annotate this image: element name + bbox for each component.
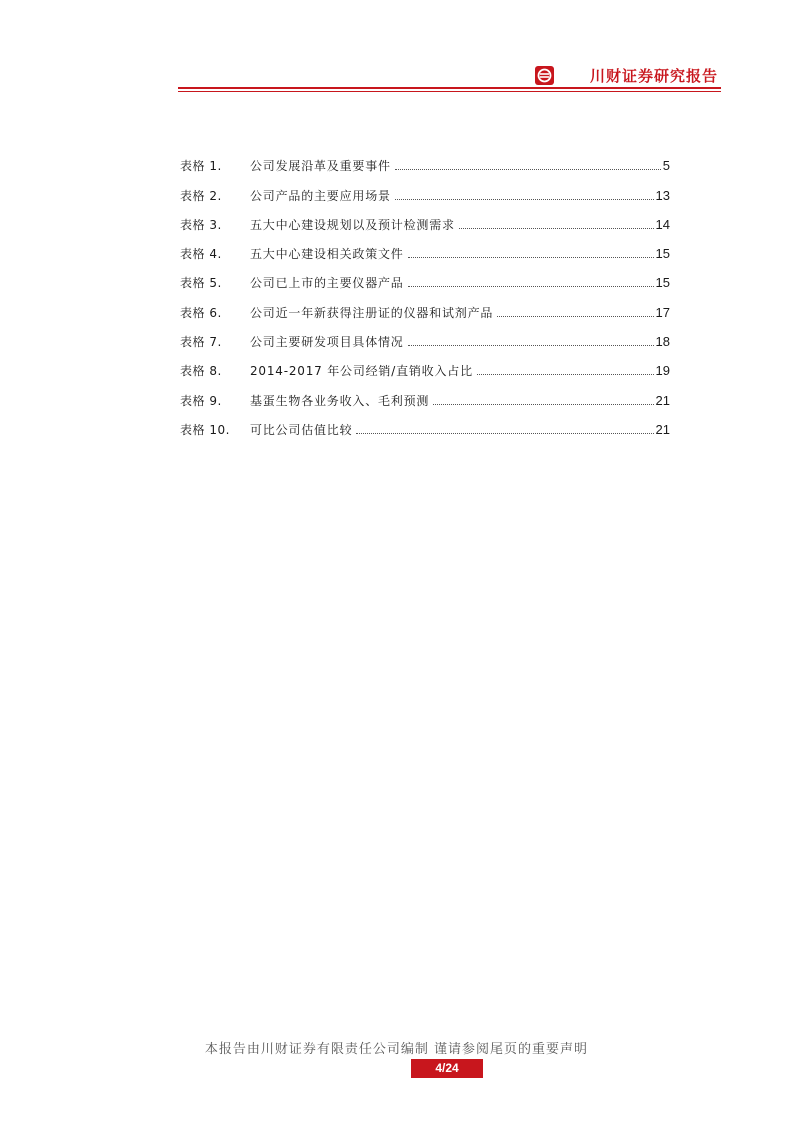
toc-title: 公司已上市的主要仪器产品	[250, 276, 404, 291]
brand-title: 川财证券研究报告	[590, 67, 719, 85]
toc-title: 五大中心建设相关政策文件	[250, 247, 404, 262]
toc-leader	[395, 168, 661, 170]
toc-label: 表格 8.	[180, 364, 222, 379]
toc-entry[interactable]	[180, 176, 670, 205]
toc-entry[interactable]	[180, 235, 670, 264]
toc-label: 表格 6.	[180, 305, 222, 320]
toc-page: 13	[655, 187, 670, 203]
toc-page: 14	[655, 216, 670, 232]
toc-entry[interactable]	[180, 411, 670, 440]
toc-page: 21	[655, 392, 670, 408]
toc-page: 19	[655, 363, 670, 379]
toc-page: 15	[655, 275, 670, 291]
toc-title: 五大中心建设规划以及预计检测需求	[250, 217, 455, 232]
page-header	[178, 62, 721, 92]
toc-page: 5	[662, 158, 670, 174]
toc-title: 公司发展沿革及重要事件	[250, 159, 391, 174]
toc-leader	[408, 285, 654, 287]
toc-leader	[433, 403, 653, 405]
toc-leader	[459, 227, 654, 229]
toc-entry[interactable]	[180, 381, 670, 410]
toc-title: 2014-2017 年公司经销/直销收入占比	[250, 364, 473, 379]
footer-disclaimer: 本报告由川财证券有限责任公司编制 谨请参阅尾页的重要声明	[204, 1042, 589, 1057]
toc-page: 17	[655, 304, 670, 320]
toc-title: 公司主要研发项目具体情况	[250, 335, 404, 350]
toc-label: 表格 9.	[180, 393, 222, 408]
header-rule	[178, 87, 721, 89]
toc-title: 公司产品的主要应用场景	[250, 188, 391, 203]
toc-label: 表格 5.	[180, 276, 222, 291]
toc-leader	[497, 315, 653, 317]
toc-label: 表格 4.	[180, 247, 222, 262]
toc-label: 表格 3.	[180, 217, 222, 232]
toc-leader	[408, 256, 654, 258]
toc-title: 公司近一年新获得注册证的仪器和试剂产品	[250, 305, 494, 320]
toc-label: 表格 2.	[180, 188, 222, 203]
toc-entry[interactable]	[180, 206, 670, 235]
toc-entry[interactable]	[180, 352, 670, 381]
toc-entry[interactable]	[180, 147, 670, 176]
page-number: 4/24	[411, 1059, 483, 1078]
toc-page: 15	[655, 246, 670, 262]
chuancai-logo-icon	[535, 66, 554, 85]
toc-label: 表格 7.	[180, 335, 222, 350]
table-of-tables	[180, 147, 670, 440]
toc-entry[interactable]	[180, 293, 670, 322]
toc-entry[interactable]	[180, 323, 670, 352]
toc-label: 表格 1.	[180, 159, 222, 174]
toc-leader	[356, 432, 653, 434]
toc-title: 可比公司估值比较	[250, 422, 353, 437]
toc-leader	[395, 198, 654, 200]
toc-title: 基蛋生物各业务收入、毛利预测	[250, 393, 430, 408]
header-rule-thin	[178, 91, 721, 92]
toc-entry[interactable]	[180, 264, 670, 293]
toc-leader	[477, 373, 654, 375]
toc-label: 表格 10.	[180, 422, 230, 437]
toc-leader	[408, 344, 654, 346]
toc-page: 21	[655, 421, 670, 437]
toc-page: 18	[655, 334, 670, 350]
